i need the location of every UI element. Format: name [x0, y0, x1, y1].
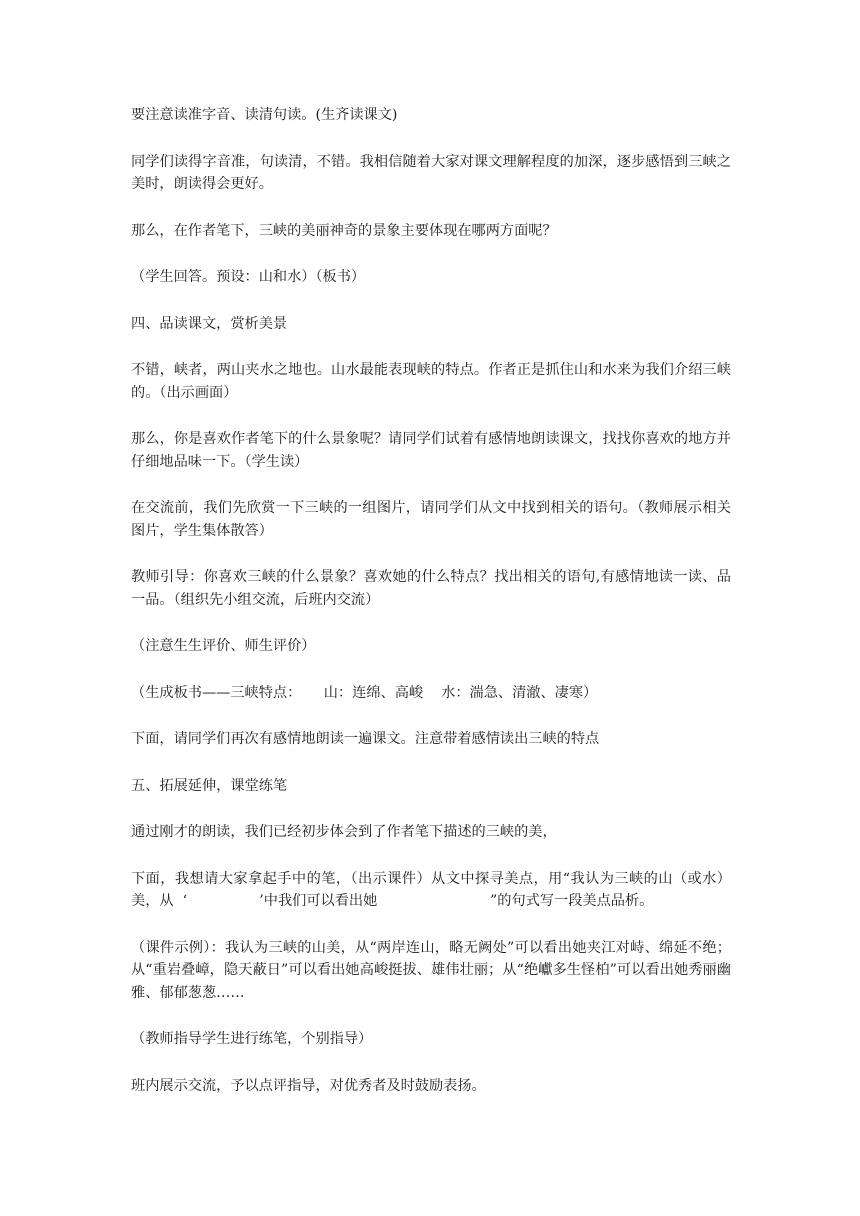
paragraph-4: （学生回答。预设：山和水）（板书）	[131, 269, 366, 285]
paragraph-7: 那么，你是喜欢作者笔下的什么景象呢？请同学们试着有感情地朗读课文，找找你喜欢的地方并仔细地品味一下。（学生读）	[131, 431, 731, 470]
section-heading-4: 四、品读课文，赏析美景	[131, 315, 288, 332]
paragraph-18: 班内展示交流，予以点评指导，对优秀者及时鼓励表扬。	[131, 1077, 486, 1094]
paragraph-10: （注意生生评价、师生评价）	[131, 638, 316, 654]
paragraph-9: 教师引导：你喜欢三峡的什么景象？喜欢她的什么特点？找出相关的语句,有感情地读一读、品一品。（组织先小组交流，后班内交流）	[131, 569, 731, 608]
paragraph-1: 要注意读准字音、读清句读。(生齐读课文)	[131, 107, 398, 123]
paragraph-8: 在交流前，我们先欣赏一下三峡的一组图片，请同学们从文中找到相关的语句。（教师展示相关图片，学生集体散答）	[131, 500, 731, 539]
paragraph-16: （课件示例）：我认为三峡的山美，从“两岸连山，略无阙处”可以看出她夹江对峙、绵延不绝；从“重岩叠嶂，隐天蔽日”可以看出她高峻挺拔、雄伟壮丽；从“绝巘多生怪柏”可以看出她秀丽幽雅、郁郁葱葱……	[131, 939, 731, 1001]
document-body	[131, 104, 731, 1121]
paragraph-2: 同学们读得字音准，句读清，不错。我相信随着大家对课文理解程度的加深，逐步感悟到三峡之美时，朗读得会更好。	[131, 153, 731, 192]
section-heading-5: 五、拓展延伸，课堂练笔	[131, 777, 288, 794]
paragraph-14: 通过刚才的朗读，我们已经初步体会到了作者笔下描述的三峡的美，	[131, 824, 557, 840]
paragraph-3: 那么，在作者笔下，三峡的美丽神奇的景象主要体现在哪两方面呢？	[131, 222, 557, 239]
paragraph-15: 下面，我想请大家拿起手中的笔，（出示课件）从文中探寻美点，用“我认为三峡的山（或水）美，从 ‘ ’中我们可以看出她 ”的句式写一段美点品析。	[131, 870, 731, 909]
paragraph-6: 不错，峡者，两山夹水之地也。山水最能表现峡的特点。作者正是抓住山和水来为我们介绍三峡的。（出示画面）	[131, 362, 731, 401]
board-summary: （生成板书——三峡特点： 山：连绵、高峻 水：湍急、清澈、凄寒）	[131, 684, 598, 701]
paragraph-17: （教师指导学生进行练笔，个别指导）	[131, 1031, 373, 1047]
paragraph-12: 下面，请同学们再次有感情地朗读一遍课文。注意带着感情读出三峡的特点	[131, 731, 600, 747]
